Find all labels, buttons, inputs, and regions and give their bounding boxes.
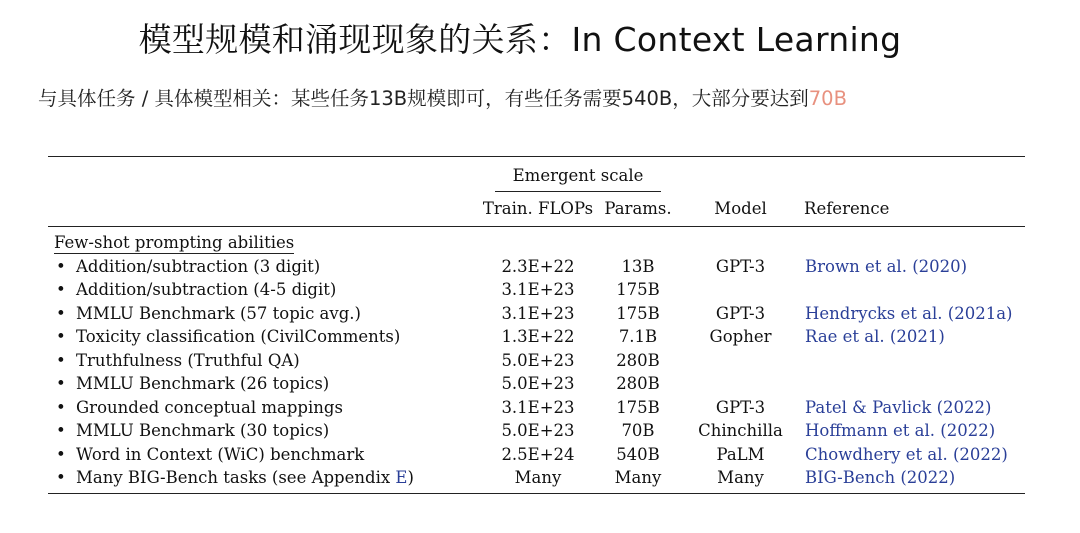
cell-reference[interactable]: Brown et al. (2020) [805, 256, 968, 276]
bullet-icon: • [56, 327, 66, 346]
cell-ability [48, 396, 478, 420]
ability-text: Word in Context (WiC) benchmark [76, 444, 365, 464]
bullet-icon: • [56, 421, 66, 440]
cell-flops: Many [514, 468, 562, 487]
cell-model: GPT-3 [715, 256, 766, 276]
bullet-icon: • [56, 397, 66, 417]
table-row [48, 278, 1025, 302]
table-row [48, 466, 1025, 493]
cell-params: 70B [621, 421, 655, 440]
header-params: Params. [598, 192, 678, 227]
table-row [48, 419, 1025, 443]
table-row [48, 255, 1025, 279]
emergent-abilities-table [48, 156, 1025, 496]
cell-flops: 1.3E+22 [501, 327, 575, 346]
cell-params: 175B [616, 397, 660, 417]
bullet-icon: • [56, 350, 66, 370]
header-flops: Train. FLOPs [478, 192, 598, 227]
bullet-icon: • [56, 374, 66, 393]
cell-params: 175B [616, 303, 660, 323]
cell-reference[interactable]: Hendrycks et al. (2021a) [805, 303, 1013, 323]
table-row [48, 302, 1025, 326]
cell-params: 7.1B [618, 327, 658, 346]
bullet-icon: • [56, 303, 66, 323]
cell-model: PaLM [716, 444, 765, 464]
cell-flops: 3.1E+23 [501, 303, 575, 323]
cell-flops: 2.3E+22 [501, 256, 575, 276]
cell-ability [48, 255, 478, 279]
cell-model [678, 278, 803, 302]
table-body [48, 227, 1025, 494]
table-row [48, 372, 1025, 396]
cell-reference [803, 349, 1025, 373]
bullet-icon: • [56, 444, 66, 464]
cell-reference [803, 372, 1025, 396]
header-empty [48, 157, 478, 193]
bullet-icon: • [56, 468, 66, 487]
header-reference: Reference [803, 192, 1025, 227]
table-row [48, 325, 1025, 349]
cell-flops: 2.5E+24 [501, 444, 575, 464]
cell-reference[interactable]: Hoffmann et al. (2022) [805, 421, 996, 440]
cell-reference[interactable]: Patel & Pavlick (2022) [805, 397, 992, 417]
slide-subtitle [38, 83, 847, 111]
header-empty-3 [803, 157, 1025, 193]
cell-reference[interactable]: Chowdhery et al. (2022) [805, 444, 1008, 464]
cell-flops: 5.0E+23 [501, 421, 575, 440]
ability-suffix: ) [407, 468, 414, 487]
ability-text: Truthfulness (Truthful QA) [76, 350, 300, 370]
cell-ability [48, 302, 478, 326]
emergent-scale-label: Emergent scale [495, 165, 662, 192]
cell-ability [48, 372, 478, 396]
cell-model: GPT-3 [715, 397, 766, 417]
header-emergent-scale [478, 157, 678, 193]
subtitle-highlight: 70B [808, 87, 847, 110]
bullet-icon: • [56, 256, 66, 276]
slide-title: 模型规模和涌现现象的关系：In Context Learning [138, 20, 902, 59]
cell-model: Chinchilla [698, 421, 783, 440]
cell-reference[interactable]: Rae et al. (2021) [805, 327, 945, 346]
cell-ability [48, 325, 478, 349]
table-row [48, 443, 1025, 467]
cell-params: 280B [616, 350, 660, 370]
cell-model: GPT-3 [715, 303, 766, 323]
cell-ability [48, 278, 478, 302]
cell-ability [48, 466, 478, 493]
cell-reference [803, 278, 1025, 302]
ability-text: Toxicity classification (CivilComments) [76, 327, 401, 346]
table [48, 156, 1025, 496]
cell-params: 540B [616, 444, 660, 464]
ability-text: Many BIG-Bench tasks (see Appendix [76, 468, 396, 487]
ability-text: Addition/subtraction (3 digit) [76, 256, 321, 276]
cell-ability [48, 443, 478, 467]
cell-model: Many [717, 468, 764, 487]
cell-flops: 5.0E+23 [501, 350, 575, 370]
cell-flops: 5.0E+23 [501, 374, 575, 393]
ability-text: Addition/subtraction (4-5 digit) [76, 280, 337, 299]
bottom-rule [48, 493, 1025, 496]
table-row [48, 396, 1025, 420]
ability-text: MMLU Benchmark (57 topic avg.) [76, 303, 361, 323]
ability-text: MMLU Benchmark (26 topics) [76, 374, 330, 393]
section-row [48, 227, 1025, 255]
bullet-icon: • [56, 280, 66, 299]
cell-model: Gopher [709, 327, 772, 346]
ability-text: Grounded conceptual mappings [76, 397, 343, 417]
section-label: Few-shot prompting abilities [54, 233, 295, 252]
cell-params: 280B [616, 374, 660, 393]
cell-params: 175B [616, 280, 660, 299]
cell-params: Many [614, 468, 662, 487]
appendix-link[interactable]: E [395, 468, 408, 487]
table-row [48, 349, 1025, 373]
cell-reference[interactable]: BIG-Bench (2022) [805, 468, 956, 487]
cell-model [678, 349, 803, 373]
header-ability [48, 192, 478, 227]
header-empty-2 [678, 157, 803, 193]
header-model: Model [678, 192, 803, 227]
cell-flops: 3.1E+23 [501, 280, 575, 299]
cell-model [678, 372, 803, 396]
cell-ability [48, 349, 478, 373]
subtitle-text: 与具体任务 / 具体模型相关：某些任务13B规模即可，有些任务需要540B，大部分要达到 [38, 87, 809, 110]
ability-text: MMLU Benchmark (30 topics) [76, 421, 330, 440]
cell-flops: 3.1E+23 [501, 397, 575, 417]
cell-ability [48, 419, 478, 443]
cell-params: 13B [621, 256, 655, 276]
